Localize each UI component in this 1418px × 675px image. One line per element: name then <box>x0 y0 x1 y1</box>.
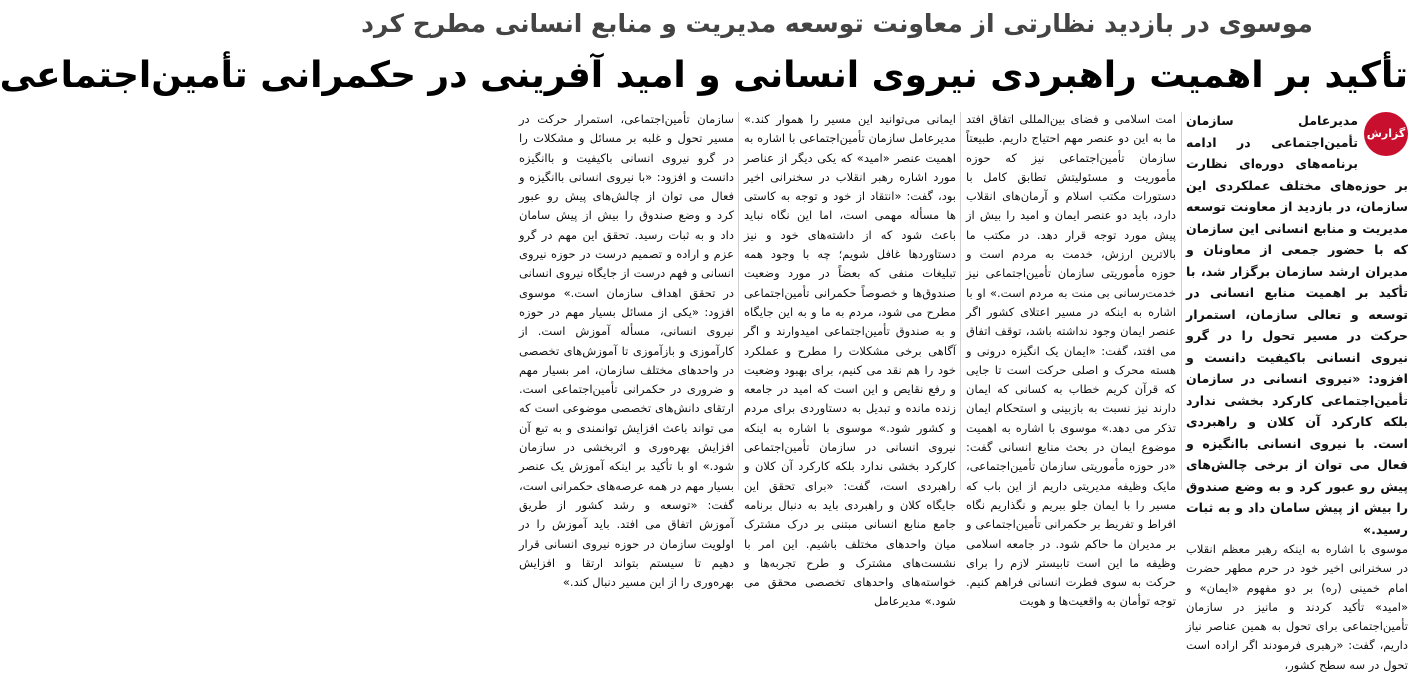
column-divider <box>1181 112 1182 490</box>
column-3 <box>744 110 956 609</box>
column-4 <box>519 110 734 590</box>
column-2-body: امت اسلامی و فضای بین‌المللی اتفاق افتد ما به این دو عنصر مهم احتیاج داریم. طبیعتاً سازمان تأمین‌اجتماعی نیز که حوزه مأموریت و مسئولیتش تطابق کامل با دستورات مکتب اسلام و آرمان‌های انقلاب دارد، باید دو عنصر ایمان و امید را بیش از پیش مورد توجه قرار دهد. در مکتب ما بالاترین ارزش، خدمت به مردم است و حوزه مأموریتی سازمان تأمین‌اجتماعی نیز خدمت‌رسانی بی منت به مردم است.» او با اشاره به اینکه در مسیر اعتلای کشور اگر عنصر ایمان وجود نداشته باشد، توقف اتفاق می افتد، گفت: «ایمان یک انگیزه درونی و هسته محرک و اصلی حرکت است تا جایی که قرآن کریم خطاب به کسانی که ایمان دارند نیز نسبت به بازبینی و استحکام ایمان تذکر می دهد.» موسوی با اشاره به اهمیت موضوع ایمان در بحث منابع انسانی گفت: «در حوزه مأموریتی سازمان تأمین‌اجتماعی، مایک وظیفه مدیریتی داریم از این باب که مسیر را با ایمان جلو ببریم و نگذاریم نگاه افراط و تفریط بر حکمرانی تأمین‌اجتماعی و بر مدیران ما حاکم شود. در جامعه اسلامی وظیفه ما این است تابیستر لازم را برای حرکت به سوی فطرت انسانی فراهم کنیم. توجه توأمان به واقعیت‌ها و هویت <box>966 112 1176 609</box>
column-1-body: موسوی با اشاره به اینکه رهبر معظم انقلاب در سخنرانی اخیر خود در حرم مطهر حضرت امام خمینی (ره) بر دو مفهوم «ایمان» و «امید» تأکید کردند و مانیز در سازمان تأمین‌اجتماعی برای تحول به همین عناصر نیاز داریم، گفت: «رهبری فرمودند اگر اراده است تحول در سه سطح کشور، <box>1186 542 1408 672</box>
report-badge: گزارش <box>1364 112 1408 156</box>
headline: تأکید بر اهمیت راهبردی نیروی انسانی و امید آفرینی در حکمرانی تأمین‌اجتماعی <box>0 55 1408 96</box>
column-divider <box>960 112 961 490</box>
column-4-body: سازمان تأمین‌اجتماعی، استمرار حرکت در مسیر تحول و غلبه بر مسائل و مشکلات را در گرو نیروی انسانی باکیفیت و باانگیزه دانست و افزود: «با نیروی انسانی باانگیزه و فعال می توان از چالش‌های پیش رو عبور کرد و وضع صندوق را بیش از پیش سامان داد و به ثبات رسید. تحقق این مهم در گرو عزم و اراده و تصمیم درست در حوزه نیروی انسانی و فهم درست از جایگاه نیروی انسانی در تحقق اهداف سازمان است.» موسوی افزود: «یکی از مسائل بسیار مهم در حوزه نیروی انسانی، مسأله آموزش است. از کارآموزی و بازآموزی تا آموزش‌های تخصصی در واحدهای مختلف سازمان، امر بسیار مهم و ضروری در حکمرانی تأمین‌اجتماعی است. ارتقای دانش‌های تخصصی موضوعی است که می تواند باعث افزایش توانمندی و به تبع آن افزایش بهره‌وری و اثربخشی در سازمان شود.» او با تأکید بر اینکه آموزش یک عنصر بسیار مهم در همه عرصه‌های حکمرانی است، گفت: «توسعه و رشد کشور از طریق آموزش اتفاق می افتد. باید آموزش را در اولویت سازمان در حوزه نیروی انسانی قرار دهیم تا سیستم بتواند ارتقا و افزایش بهره‌وری را از این مسیر دنبال کند.» <box>519 112 734 590</box>
column-3-body: ایمانی می‌توانید این مسیر را هموار کند.» مدیرعامل سازمان تأمین‌اجتماعی با اشاره به اهمیت عنصر «امید» که یکی دیگر از عناصر مورد اشاره رهبر انقلاب در سخنرانی اخیر بود، گفت: «انتقاد از خود و توجه به کاستی ها مسأله مهمی است، اما این نگاه نباید باعث شود که از داشته‌های خود و نیز دستاوردها غافل شویم؛ چه با وجود همه تبلیغات منفی که بعضاً در مورد وضعیت صندوق‌ها و خصوصاً حکمرانی تأمین‌اجتماعی مطرح می شود، مردم به ما و به این جایگاه و به صندوق تأمین‌اجتماعی امیدوارند و اگر آگاهی برخی مشکلات را مطرح و عملکرد خود را هم نقد می کنیم، برای بهبود وضعیت و رفع نقایص و این است که امید در جامعه زنده مانده و تبدیل به دستاوردی برای مردم و کشور شود.» موسوی با اشاره به اینکه نیروی انسانی در سازمان تأمین‌اجتماعی کارکرد بخشی ندارد بلکه کارکرد آن کلان و راهبردی است، گفت: «برای تحقق این جایگاه کلان و راهبردی باید به دنبال برنامه جامع منابع انسانی مبتنی بر درک مشترک میان واحدهای مختلف باشیم. این امر با نشست‌های مشترک و طرح تجربه‌ها و خواسته‌های واحدهای تخصصی محقق می شود.» مدیرعامل <box>744 112 956 609</box>
kicker: موسوی در بازدید نظارتی از معاونت توسعه مدیریت و منابع انسانی مطرح کرد <box>361 9 1313 38</box>
column-1 <box>1186 110 1408 672</box>
column-2 <box>966 110 1176 609</box>
lead-paragraph: مدیرعامل سازمان تأمین‌اجتماعی در ادامه برنامه‌های دوره‌ای نظارت بر حوزه‌های مختلف عملکردی این سازمان، در بازدید از معاونت توسعه مدیریت و منابع انسانی این سازمان که با حضور جمعی از معاونان و مدیران ارشد سازمان برگزار شد، با تأکید بر اهمیت منابع انسانی در توسعه و تعالی سازمان، استمرار حرکت در مسیر تحول را در گرو نیروی انسانی باکیفیت دانست و افزود: «نیروی انسانی در سازمان تأمین‌اجتماعی کارکرد بخشی ندارد بلکه کارکرد آن کلان و راهبردی است. با نیروی انسانی باانگیزه و فعال می توان از برخی چالش‌های پیش رو عبور کرد و به وضع صندوق را بیش از پیش سامان داد و به ثبات رسید.» <box>1186 113 1408 537</box>
column-divider <box>738 112 739 490</box>
